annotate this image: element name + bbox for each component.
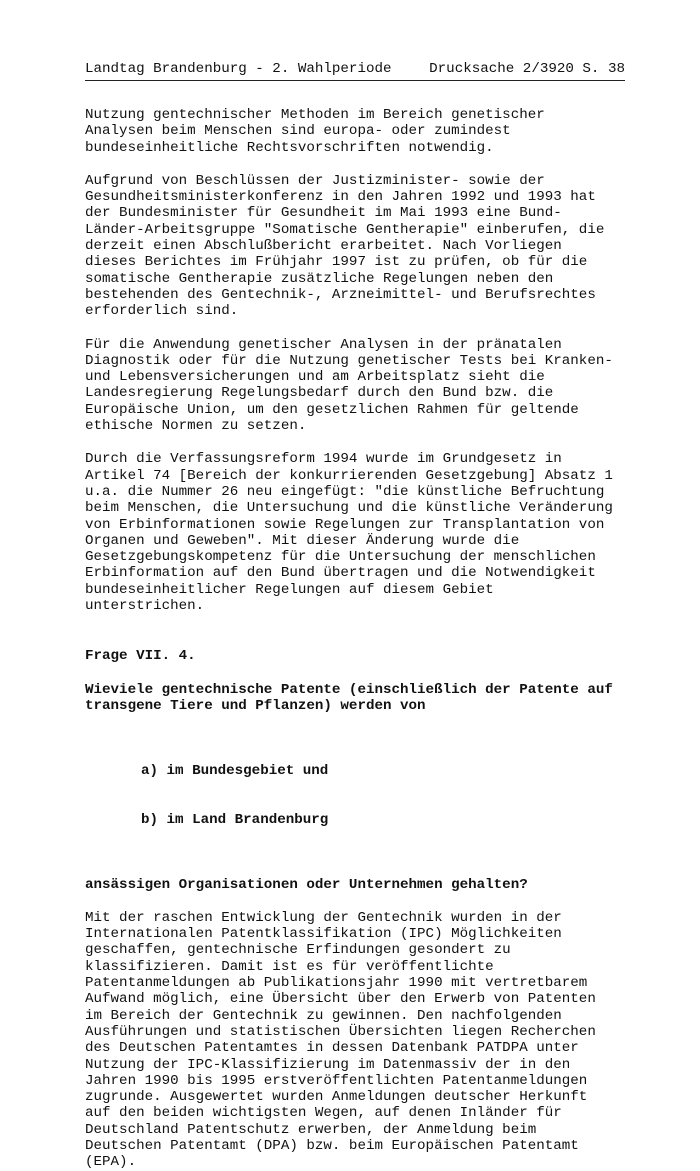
paragraph-1: Nutzung gentechnischer Methoden im Bereich genetischer Analysen beim Menschen sind europa- oder zumindest bundeseinheitliche Rechtsvorschriften notwendig. <box>85 107 545 156</box>
header-title: Landtag Brandenburg - 2. Wahlperiode <box>85 61 392 77</box>
header-reference <box>429 60 625 78</box>
header-page-number: S. 38 <box>582 61 625 77</box>
paragraph-4: Durch die Verfassungsreform 1994 wurde im Grundgesetz in Artikel 74 [Bereich der konkurrierenden Gesetzgebung] Absatz 1 u.a. die Nummer 26 neu eingefügt: "die künstliche Befruchtung beim Menschen, die Untersuchung und die künstliche Veränderung von Erbinformationen sowie Regelungen zur Transplantation von Organen und Geweben". Mit dieser Änderung wurde die Gesetzgebungskompetenz für die Untersuchung der menschlichen Erbinformation auf den Bund übertragen und die Notwendigkeit bundeseinheitlicher Regelungen auf diesem Gebiet unterstrichen. <box>85 451 613 615</box>
paragraph-3: Für die Anwendung genetischer Analysen in der pränatalen Diagnostik oder für die Nutzung genetischer Tests bei Kranken- und Lebensversicherungen und am Arbeitsplatz sieht die Landesregierung Regelungsbedarf durch den Bund bzw. die Europäische Union, um den gesetzlichen Rahmen für geltende ethische Normen zu setzen. <box>85 336 613 435</box>
header-doc-number: Drucksache 2/3920 <box>429 61 574 77</box>
question-heading: Frage VII. 4. <box>85 648 196 665</box>
question-closing: ansässigen Organisationen oder Unternehmen gehalten? <box>85 876 528 893</box>
question-text: Wieviele gentechnische Patente (einschließlich der Patente auf transgene Tiere und Pflanzen) werden von <box>85 681 613 714</box>
document-page <box>85 60 625 1171</box>
answer-paragraph: Mit der raschen Entwicklung der Gentechnik wurden in der Internationalen Patentklassifikation (IPC) Möglichkeiten geschaffen, gentechnische Erfindungen gesondert zu klassifizieren. Damit ist es für veröffentlichte Patentanmeldungen ab Publikationsjahr 1990 mit vertretbarem Aufwand möglich, eine Übersicht über den Erwerb von Patenten im Bereich der Gentechnik zu gewinnen. Den nachfolgenden Ausführungen und statistischen Übersichten liegen Recherchen des Deutschen Patentamtes in dessen Datenbank PATDPA unter Nutzung der IPC-Klassifizierung im Datenmassiv der in den Jahren 1990 bis 1995 erstveröffentlichten Patentanmeldungen zugrunde. Ausgewertet wurden Anmeldungen deutscher Herkunft auf den beiden wichtigsten Wegen, auf denen Inländer für Deutschland Patentschutz erwerben, der Anmeldung beim Deutschen Patentamt (DPA) bzw. beim Europäischen Patentamt (EPA). <box>85 909 596 1171</box>
question-list <box>85 730 625 860</box>
paragraph-2: Aufgrund von Beschlüssen der Justizminister- sowie der Gesundheitsministerkonferenz in den Jahren 1992 und 1993 hat der Bundesminister für Gesundheit im Mai 1993 eine Bund- Länder-Arbeitsgruppe "Somatische Gentherapie" einberufen, die derzeit einen Abschlußbericht erarbeitet. Nach Vorliegen dieses Berichtes im Frühjahr 1997 ist zu prüfen, ob für die somatische Gentherapie zusätzliche Regelungen neben den bestehenden des Gentechnik-, Arzneimittel- und Berufsrechtes erforderlich sind. <box>85 172 605 320</box>
question-list-item-b: b) im Land Brandenburg <box>141 811 329 828</box>
page-header <box>85 60 625 81</box>
question-list-item-a: a) im Bundesgebiet und <box>141 762 329 779</box>
